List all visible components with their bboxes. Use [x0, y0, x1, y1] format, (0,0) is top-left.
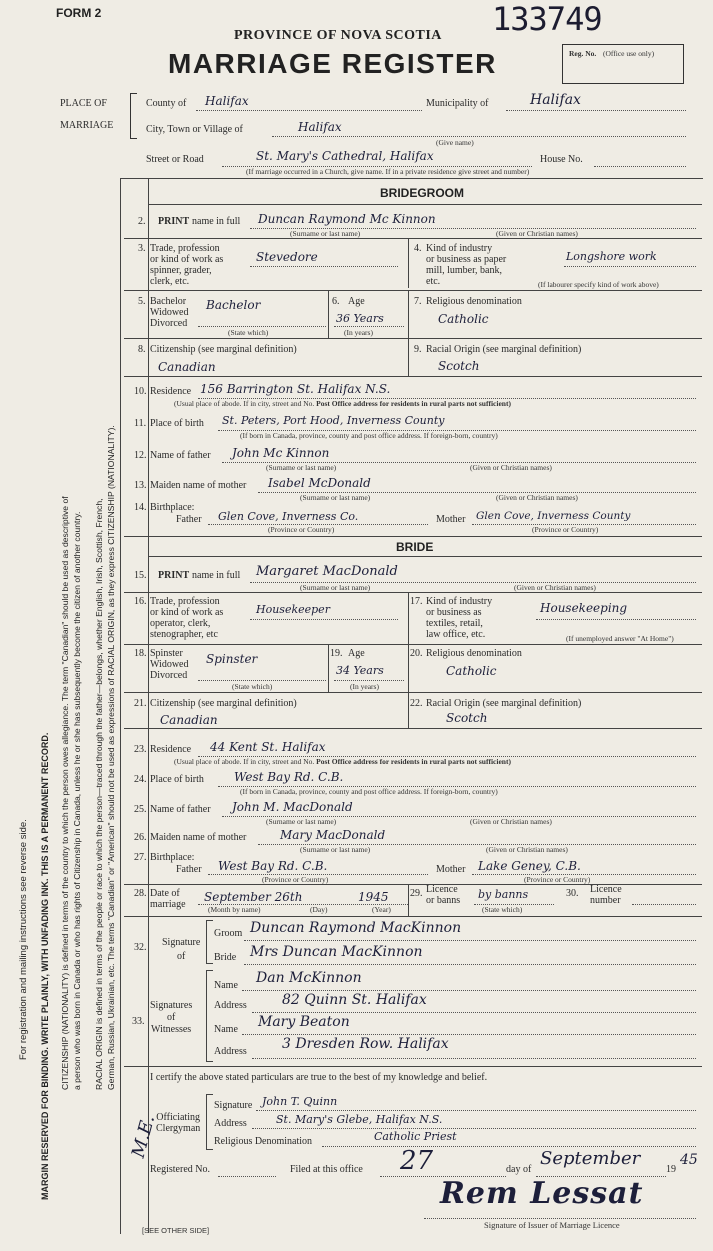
street-label: Street or Road [146, 154, 204, 165]
print-label-bride: PRINT [158, 570, 190, 581]
margin-binding-note: MARGIN RESERVED FOR BINDING. WRITE PLAINLY, WITH UNFADING INK. THIS IS A PERMANENT RECORD. [40, 732, 50, 1200]
clergy-signature: John T. Quinn [262, 1095, 338, 1108]
witness1-name: Dan McKinnon [256, 970, 362, 986]
field-num-24: 24. [134, 774, 147, 785]
field-num-23: 23. [134, 744, 147, 755]
registered-no-label: Registered No. [150, 1164, 210, 1175]
bride-racial-label: Racial Origin (see marginal definition) [426, 698, 582, 709]
margin-initials: M.E. [127, 1113, 160, 1160]
field-num-7: 7. [414, 296, 422, 307]
day-note: (Day) [310, 905, 328, 914]
filed-month: September [540, 1148, 641, 1169]
licence-value: by banns [478, 888, 529, 901]
groom-mother-surname-note: (Surname or last name) [300, 493, 371, 502]
filed-at-office-label: Filed at this office [290, 1164, 363, 1175]
groom-citizenship-label: Citizenship (see marginal definition) [150, 344, 297, 355]
groom-racial-label: Racial Origin (see marginal definition) [426, 344, 582, 355]
marriage-year: 1945 [358, 890, 389, 904]
margin-racial-def-2: German, Russian, Ukrainian, etc. The terms "Canadian" or "American" should not be used as expressions of RACIAL ORIGIN, as they express CITIZENSHIP (NATIONALITY). [106, 425, 116, 1090]
bride-industry: Housekeeping [540, 601, 628, 615]
marriage-label: MARRIAGE [60, 120, 114, 131]
bride-industry-note: (If unemployed answer "At Home") [566, 634, 674, 643]
field-num-4: 4. [414, 243, 422, 254]
witnesses-label: Signatures of Witnesses [150, 1000, 193, 1035]
place-of-label: PLACE OF [60, 98, 107, 109]
bride-name: Margaret MacDonald [256, 564, 398, 579]
bride-religion: Catholic [446, 664, 497, 678]
field-num-29: 29. [410, 888, 423, 899]
groom-industry-note: (If labourer specify kind of work above) [538, 280, 659, 289]
clergy-signature-label: Signature [214, 1100, 253, 1111]
bride-residence-note: (Usual place of abode. If in city, street and No. Post Office address for residents in rural parts not sufficient) [174, 757, 511, 766]
margin-instructions: For registration and mailing instructions see reverse side. [18, 819, 29, 1060]
field-num-12: 12. [134, 450, 147, 461]
groom-industry: Longshore work [566, 250, 657, 263]
groom-religion-label: Religious denomination [426, 296, 522, 307]
reg-no-box [562, 44, 684, 84]
field-num-27: 27. [134, 852, 147, 863]
bride-father-surname-note: (Surname or last name) [266, 817, 337, 826]
licence-or-banns-label: Licence or banns [426, 884, 461, 906]
signature-of-label: Signature of [162, 937, 201, 962]
groom-trade: Stevedore [256, 250, 318, 264]
give-name-note: (Give name) [436, 138, 474, 147]
bride-father-province-note: (Province or Country) [262, 875, 329, 884]
bride-signature: Mrs Duncan MacKinnon [250, 944, 423, 960]
groom-residence-label: Residence [150, 386, 192, 397]
field-num-3: 3. [138, 243, 146, 254]
bride-father-given-note: (Given or Christian names) [470, 817, 552, 826]
groom-given-note: (Given or Christian names) [496, 229, 578, 238]
day-of-label: day of [506, 1164, 532, 1175]
bride-status-label: Spinster Widowed Divorced [150, 648, 189, 681]
bride-citizenship-label: Citizenship (see marginal definition) [150, 698, 297, 709]
witness2-address: 3 Dresden Row. Halifax [282, 1036, 449, 1052]
groom-citizenship: Canadian [158, 360, 216, 374]
field-num-26: 26. [134, 832, 147, 843]
bride-industry-label: Kind of industry or business as textiles, retail, law office, etc. [426, 596, 493, 640]
religious-denomination-label: Religious Denomination [214, 1136, 313, 1147]
groom-age: 36 Years [336, 312, 384, 325]
groom-mother-birth: Glen Cove, Inverness County [476, 510, 631, 522]
groom-father-birth: Glen Cove, Inverness Co. [218, 510, 359, 523]
groom-status: Bachelor [206, 298, 261, 312]
bride-mother-surname-note: (Surname or last name) [300, 845, 371, 854]
bride-sig-label: Bride [214, 952, 237, 963]
reg-no-note: (Office use only) [603, 49, 655, 58]
bride-residence: 44 Kent St. Halifax [210, 740, 326, 754]
groom-father-province-note: (Province or Country) [268, 525, 335, 534]
county-label: County of [146, 98, 187, 109]
place-brace [130, 93, 137, 139]
bride-mother-word: Mother [436, 864, 466, 875]
field-num-19: 19. [330, 648, 343, 659]
clergy-address-label: Address [214, 1118, 247, 1129]
month-note: (Month by name) [208, 905, 261, 914]
groom-parents-birth-label: Birthplace: Father [150, 502, 202, 525]
groom-residence-note: (Usual place of abode. If in city, street and No. Post Office address for residents in rural parts not sufficient) [174, 399, 511, 408]
province-heading: PROVINCE OF NOVA SCOTIA [234, 28, 442, 43]
groom-birthplace-label: Place of birth [150, 418, 204, 429]
groom-status-label: Bachelor Widowed Divorced [150, 296, 189, 329]
bride-father: John M. MacDonald [232, 800, 353, 814]
bride-birthplace: West Bay Rd. C.B. [234, 770, 344, 784]
groom-residence: 156 Barrington St. Halifax N.S. [200, 382, 391, 396]
county-value: Halifax [205, 94, 249, 108]
house-no-label: House No. [540, 154, 583, 165]
bride-heading: BRIDE [396, 540, 434, 554]
groom-mother-province-note: (Province or Country) [532, 525, 599, 534]
bride-trade: Housekeeper [256, 603, 330, 616]
field-num-8: 8. [138, 344, 146, 355]
groom-birthplace: St. Peters, Port Hood, Inverness County [222, 414, 445, 427]
w1-address-label: Address [214, 1000, 247, 1011]
city-value: Halifax [298, 120, 342, 134]
form-title: MARRIAGE REGISTER [168, 48, 497, 79]
groom-racial: Scotch [438, 359, 480, 373]
see-other-side: [SEE OTHER SIDE] [142, 1226, 210, 1235]
officiating-clergyman-label: Officiating Clergyman [156, 1112, 201, 1134]
print-label-groom: PRINT [158, 216, 190, 227]
marriage-month-day: September 26th [204, 890, 303, 904]
margin-citizenship-def: CITIZENSHIP (NATIONALITY) is defined in terms of the country to which the person owes allegiance. The term "Canadian" should be used as descriptive of [60, 496, 70, 1090]
bride-religion-label: Religious denomination [426, 648, 522, 659]
groom-birthplace-note: (If born in Canada, province, county and post office address. If foreign-born, country) [240, 431, 498, 440]
bride-age-label: Age [348, 648, 365, 659]
groom-industry-label: Kind of industry or business as paper mill, lumber, bank, etc. [426, 243, 507, 287]
field-num-10: 10. [134, 386, 147, 397]
certification-text: I certify the above stated particulars are true to the best of my knowledge and belief. [150, 1072, 488, 1083]
margin-citizenship-def-2: a person who was born in Canada or who has rights of Citizenship in Canada, unless he or she has subsequently become the citizen of another country. [72, 511, 82, 1090]
bride-mother-label: Maiden name of mother [150, 832, 247, 843]
field-num-9: 9. [414, 344, 422, 355]
field-num-33: 33. [132, 1016, 145, 1027]
bride-in-years: (In years) [350, 682, 379, 691]
groom-father: John Mc Kinnon [232, 446, 330, 460]
groom-mother: Isabel McDonald [268, 476, 371, 490]
field-num-25: 25. [134, 804, 147, 815]
bride-father-birth: West Bay Rd. C.B. [218, 859, 328, 873]
bride-residence-label: Residence [150, 744, 192, 755]
city-label: City, Town or Village of [146, 124, 243, 135]
issuer-note: Signature of Issuer of Marriage Licence [484, 1220, 620, 1230]
field-num-5: 5. [138, 296, 146, 307]
groom-state-which: (State which) [228, 328, 269, 337]
field-num-30: 30. [566, 888, 579, 899]
field-num-32: 32. [134, 942, 147, 953]
stamp-number: 133749 [492, 0, 602, 38]
groom-name: Duncan Raymond Mc Kinnon [258, 212, 436, 226]
issuer-signature: Rem Lessat [440, 1176, 644, 1211]
field-num-6: 6. [332, 296, 340, 307]
bride-state-which: (State which) [232, 682, 273, 691]
field-num-18: 18. [134, 648, 147, 659]
bride-surname-note: (Surname or last name) [300, 583, 371, 592]
bride-mother-birth: Lake Geney, C.B. [478, 859, 581, 873]
witness2-name: Mary Beaton [258, 1014, 350, 1030]
margin-racial-def: RACIAL ORIGIN is defined in terms of the people or race to which the person—traced through the father—belongs, whether English, Irish, Scottish, French, [94, 498, 104, 1090]
groom-in-years: (In years) [344, 328, 373, 337]
filed-day: 27 [400, 1146, 434, 1176]
groom-trade-label: Trade, profession or kind of work as spinner, grader, clerk, etc. [150, 243, 224, 287]
groom-surname-note: (Surname or last name) [290, 229, 361, 238]
field-num-13: 13. [134, 480, 147, 491]
groom-religion: Catholic [438, 312, 489, 326]
bride-mother-given-note: (Given or Christian names) [486, 845, 568, 854]
field-num-28: 28. [134, 888, 147, 899]
bride-birthplace-label: Place of birth [150, 774, 204, 785]
date-of-marriage-label: Date of marriage [150, 888, 186, 910]
witness1-address: 82 Quinn St. Halifax [282, 992, 427, 1008]
municipality-label: Municipality of [426, 98, 489, 109]
groom-mother-word: Mother [436, 514, 466, 525]
licence-number-label: Licence number [590, 884, 622, 906]
clergy-address: St. Mary's Glebe, Halifax N.S. [276, 1113, 443, 1126]
groom-father-label: Name of father [150, 450, 211, 461]
groom-father-given-note: (Given or Christian names) [470, 463, 552, 472]
clergy-denomination: Catholic Priest [374, 1130, 457, 1143]
field-num-21: 21. [134, 698, 147, 709]
field-num-22: 22. [410, 698, 423, 709]
groom-mother-label: Maiden name of mother [150, 480, 247, 491]
field-num-17: 17. [410, 596, 423, 607]
groom-mother-given-note: (Given or Christian names) [496, 493, 578, 502]
w2-name-label: Name [214, 1024, 238, 1035]
bride-name-in-full-label: name in full [192, 570, 241, 581]
form-number: FORM 2 [56, 6, 102, 20]
field-num-11: 11. [134, 418, 147, 429]
bride-status: Spinster [206, 652, 258, 666]
field-num-15: 15. [134, 570, 147, 581]
bridegroom-heading: BRIDEGROOM [380, 186, 464, 200]
bride-father-label: Name of father [150, 804, 211, 815]
street-note: (If marriage occurred in a Church, give name. If in a private residence give street and number) [246, 167, 530, 176]
field-num-2: 2. [138, 216, 146, 227]
bride-age: 34 Years [336, 664, 384, 677]
field-num-20: 20. [410, 648, 423, 659]
groom-signature: Duncan Raymond MacKinnon [250, 920, 462, 936]
bride-trade-label: Trade, profession or kind of work as operator, clerk, stenographer, etc [150, 596, 224, 640]
filed-year: 45 [680, 1152, 698, 1168]
field-num-14: 14. [134, 502, 147, 513]
w2-address-label: Address [214, 1046, 247, 1057]
year-note: (Year) [372, 905, 391, 914]
filed-year-prefix: 19 [666, 1164, 676, 1175]
bride-birthplace-note: (If born in Canada, province, county and post office address. If foreign-born, country) [240, 787, 498, 796]
bride-given-note: (Given or Christian names) [514, 583, 596, 592]
groom-sig-label: Groom [214, 928, 243, 939]
bride-mother-province-note: (Province or Country) [524, 875, 591, 884]
bride-parents-birth-label: Birthplace: Father [150, 852, 202, 875]
name-in-full-label: name in full [192, 216, 241, 227]
street-value: St. Mary's Cathedral, Halifax [256, 149, 434, 163]
bride-mother: Mary MacDonald [280, 828, 386, 842]
groom-age-label: Age [348, 296, 365, 307]
reg-no-label: Reg. No. [569, 49, 597, 58]
groom-father-surname-note: (Surname or last name) [266, 463, 337, 472]
bride-citizenship: Canadian [160, 713, 218, 727]
municipality-value: Halifax [530, 92, 581, 108]
bride-racial: Scotch [446, 711, 488, 725]
licence-note: (State which) [482, 905, 523, 914]
field-num-16: 16. [134, 596, 147, 607]
w1-name-label: Name [214, 980, 238, 991]
